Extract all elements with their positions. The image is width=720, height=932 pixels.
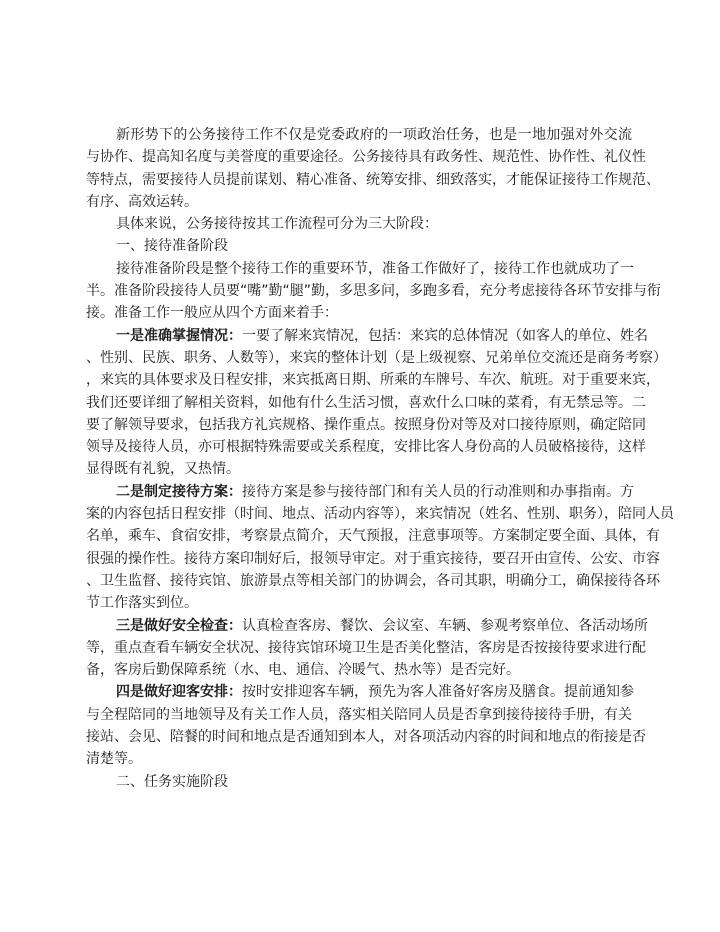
paragraph-lead-heading: 四是做好迎客安排：: [116, 684, 242, 701]
line-text: ，来宾的具体要求及日程安排，来宾抵离日期、所乘的车牌号、车次、航班。对于重要来宾，: [86, 372, 660, 389]
line-text: 备，客房后勤保障系统（水、电、通信、冷暖气、热水等）是否完好。: [86, 662, 520, 679]
line-text: 按时安排迎客车辆，预先为客人准备好客房及膳食。提前通知参: [242, 684, 634, 701]
text-line: [86, 771, 632, 793]
line-text: 一、接待准备阶段: [116, 238, 228, 255]
text-line: [86, 548, 660, 570]
line-text: 接待准备阶段是整个接待工作的重要环节，准备工作做好了，接待工作也就成功了一: [116, 260, 634, 277]
text-line: [86, 748, 632, 770]
paragraph: [86, 681, 646, 770]
text-line: [86, 704, 632, 726]
text-line: [86, 235, 632, 257]
paragraph: [86, 213, 632, 235]
paragraph: [86, 615, 648, 682]
text-line: [86, 258, 632, 280]
text-line: [86, 592, 632, 614]
paragraph: [86, 124, 660, 213]
paragraph: [86, 325, 667, 481]
line-text: 显得既有礼貌，又热情。: [86, 461, 240, 478]
line-text: 有序、高效运转。: [86, 193, 198, 210]
line-text: 一要了解来宾情况，包括：来宾的总体情况（如客人的单位、姓名: [242, 327, 648, 344]
text-line: [86, 347, 667, 369]
text-line: [86, 570, 660, 592]
line-text: 、卫生监督、接待宾馆、旅游景点等相关部门的协调会，各司其职，明确分工，确保接待各环: [86, 572, 660, 589]
line-text: 认真检查客房、餐饮、会议室、车辆、参观考察单位、各活动场所: [242, 617, 648, 634]
line-text: 具体来说，公务接待按其工作流程可分为三大阶段：: [116, 216, 438, 233]
line-text: 接。准备工作一般应从四个方面来着手：: [86, 305, 338, 322]
line-text: 二、任务实施阶段: [116, 773, 228, 790]
text-line: [86, 414, 646, 436]
text-line: [86, 458, 632, 480]
paragraph-lead-heading: 三是做好安全检查：: [116, 617, 242, 634]
line-text: 接待方案是参与接待部门和有关人员的行动准则和办事指南。方: [242, 483, 634, 500]
text-line: [86, 280, 662, 302]
line-text: 案的内容包括日程安排（时间、地点、活动内容等），来宾情况（姓名、性别、职务），陪同人员: [86, 506, 674, 523]
text-line: [86, 659, 632, 681]
line-text: 新形势下的公务接待工作不仅是党委政府的一项政治任务，也是一地加强对外交流: [116, 127, 632, 143]
line-text: 清楚等。: [86, 751, 142, 768]
text-line: [86, 302, 632, 324]
paragraph: [86, 235, 632, 257]
line-text: 名单，乘车、食宿安排，考察景点简介，天气预报，注意事项等。方案制定要全面、具体，有: [86, 528, 660, 545]
text-line: [86, 213, 632, 235]
paragraph: [86, 481, 674, 615]
text-line: [86, 369, 660, 391]
line-text: 等，重点查看车辆安全状况、接待宾馆环境卫生是否美化整洁，客房是否按接待要求进行配: [86, 639, 646, 656]
document-body: [86, 124, 674, 793]
line-text: 等特点，需要接待人员提前谋划、精心准备、统筹安排、细致落实，才能保证接待工作规范、: [86, 171, 660, 188]
line-text: 接站、会见、陪餐的时间和地点是否通知到本人，对各项活动内容的时间和地点的衔接是否: [86, 729, 646, 746]
text-line: [86, 681, 632, 703]
text-line: [86, 169, 660, 191]
text-line: [86, 191, 632, 213]
line-text: 半。准备阶段接待人员要“嘴”勤“腿”勤，多思多问，多跑多看，充分考虑接待各环节安排与衔: [86, 283, 662, 300]
text-line: [86, 124, 632, 146]
line-text: 要了解领导要求，包括我方礼宾规格、操作重点。按照身份对等及对口接待原则，确定陪同: [86, 416, 646, 433]
line-text: 我们还要详细了解相关资料，如他有什么生活习惯，喜欢什么口味的菜肴，有无禁忌等。二: [86, 394, 646, 411]
line-text: 领导及接待人员，亦可根据特殊需要或关系程度，安排比客人身份高的人员破格接待，这样: [86, 439, 646, 456]
text-line: [86, 726, 646, 748]
text-line: [86, 146, 646, 168]
line-text: 、性别、民族、职务、人数等），来宾的整体计划（是上级视察、兄弟单位交流还是商务考察）: [86, 349, 667, 366]
text-line: [86, 503, 674, 525]
text-line: [86, 615, 648, 637]
paragraph-lead-heading: 一是准确掌握情况：: [116, 327, 242, 344]
text-line: [86, 325, 648, 347]
line-text: 与全程陪同的当地领导及有关工作人员，落实相关陪同人员是否拿到接待接待手册，有关: [86, 706, 632, 723]
paragraph: [86, 771, 632, 793]
text-line: [86, 637, 646, 659]
line-text: 节工作落实到位。: [86, 595, 198, 612]
paragraph-lead-heading: 二是制定接待方案：: [116, 483, 242, 500]
text-line: [86, 436, 646, 458]
text-line: [86, 392, 646, 414]
line-text: 与协作、提高知名度与美誉度的重要途径。公务接待具有政务性、规范性、协作性、礼仪性: [86, 149, 646, 166]
paragraph: [86, 258, 662, 325]
text-line: [86, 525, 660, 547]
text-line: [86, 481, 632, 503]
line-text: 很强的操作性。接待方案印制好后，报领导审定。对于重宾接待，要召开由宣传、公安、市容: [86, 550, 660, 567]
